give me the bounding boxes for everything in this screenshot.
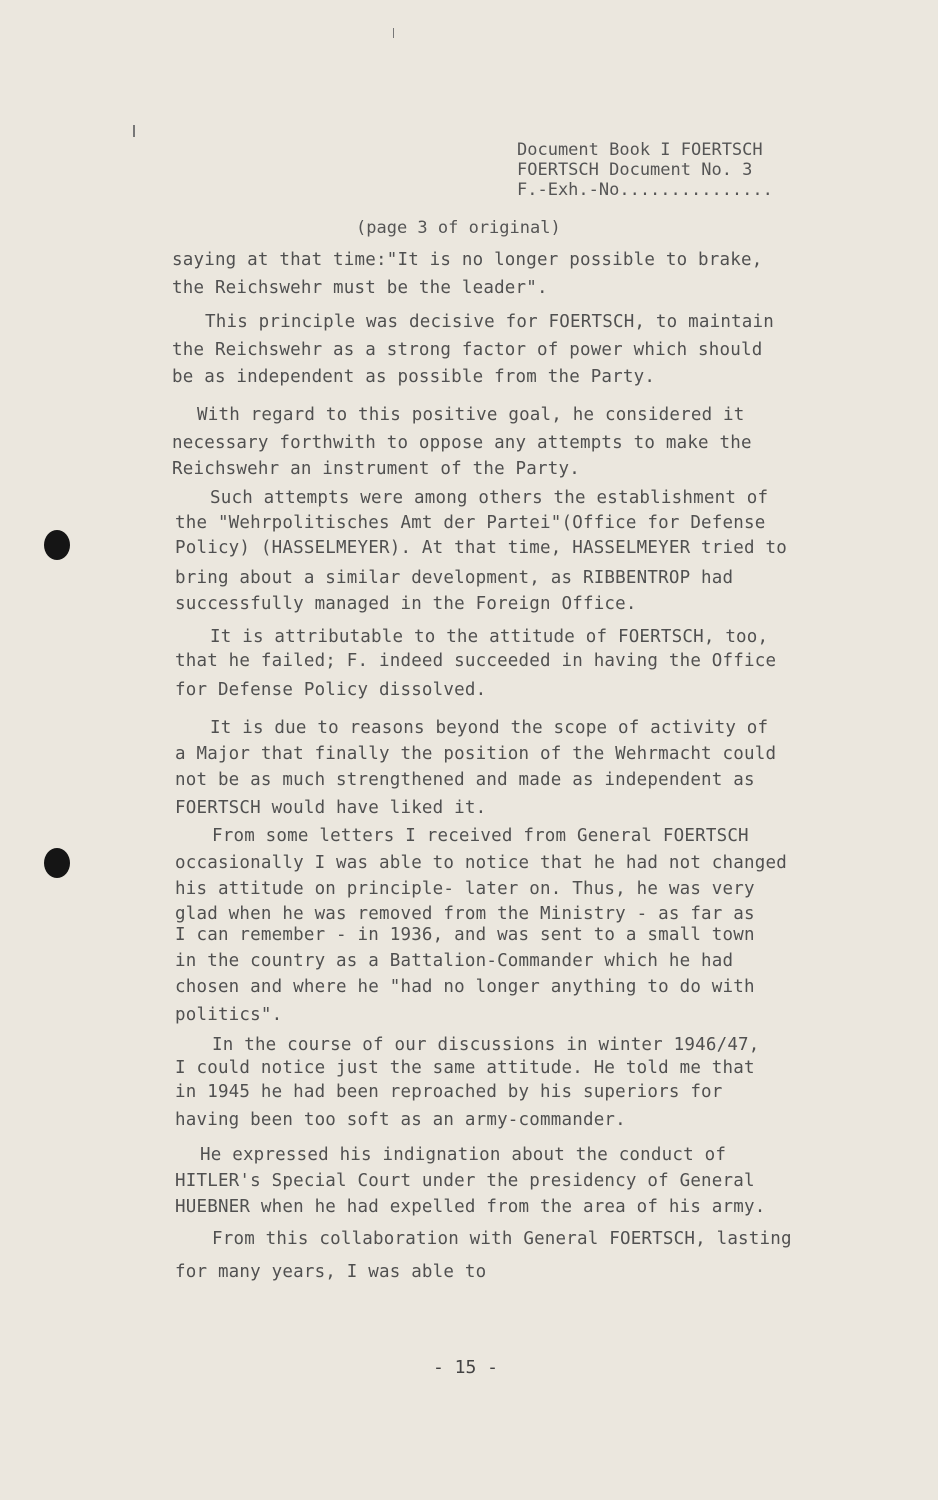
body-line: bring about a similar development, as RIBBENTROP had [175,568,734,588]
paper-mark [393,28,394,38]
body-line: glad when he was removed from the Ministry - as far as [175,904,755,924]
body-line: that he failed; F. indeed succeeded in having the Office [175,651,777,671]
body-line: his attitude on principle- later on. Thus, he was very [175,879,755,899]
body-line: the Reichswehr must be the leader". [172,278,548,298]
body-line: It is due to reasons beyond the scope of activity of [210,718,769,738]
body-line: having been too soft as an army-commander. [175,1110,626,1130]
body-line: a Major that finally the position of the Wehrmacht could [175,744,777,764]
body-line: saying at that time:"It is no longer possible to brake, [172,250,763,270]
body-line: I could notice just the same attitude. He told me that [175,1058,755,1078]
body-line: for Defense Policy dissolved. [175,680,487,700]
body-line: From this collaboration with General FOERTSCH, lasting [212,1229,792,1249]
body-line: I can remember - in 1936, and was sent to a small town [175,925,755,945]
header-line-1: Document Book I FOERTSCH [517,140,763,160]
header-line-3: F.-Exh.-No............... [517,180,773,200]
body-line: Reichswehr an instrument of the Party. [172,459,580,479]
body-line: FOERTSCH would have liked it. [175,798,487,818]
body-line: successfully managed in the Foreign Office. [175,594,637,614]
body-line: Policy) (HASSELMEYER). At that time, HASSELMEYER tried to [175,538,787,558]
body-line: necessary forthwith to oppose any attempts to make the [172,433,752,453]
body-line: It is attributable to the attitude of FOERTSCH, too, [210,627,769,647]
paper-mark [133,125,135,137]
body-line: In the course of our discussions in winter 1946/47, [212,1035,760,1055]
body-line: in 1945 he had been reproached by his superiors for [175,1082,723,1102]
body-line: be as independent as possible from the Party. [172,367,656,387]
body-line: not be as much strengthened and made as independent as [175,770,755,790]
body-line: in the country as a Battalion-Commander which he had [175,951,734,971]
body-line: With regard to this positive goal, he considered it [197,405,745,425]
body-line: the Reichswehr as a strong factor of power which should [172,340,763,360]
document-header [517,140,773,200]
body-line: for many years, I was able to [175,1262,487,1282]
body-line: politics". [175,1005,283,1025]
body-line: He expressed his indignation about the conduct of [200,1145,727,1165]
body-line: occasionally I was able to notice that he had not changed [175,853,787,873]
body-line: This principle was decisive for FOERTSCH, to maintain [205,312,775,332]
body-line: Such attempts were among others the establishment of [210,488,769,508]
body-line: From some letters I received from General FOERTSCH [212,826,749,846]
body-line: HITLER's Special Court under the presidency of General [175,1171,755,1191]
punch-hole [44,848,70,878]
header-line-2: FOERTSCH Document No. 3 [517,160,753,180]
punch-hole [44,530,70,560]
page-reference: (page 3 of original) [356,218,561,238]
body-line: the "Wehrpolitisches Amt der Partei"(Office for Defense [175,513,766,533]
body-line: chosen and where he "had no longer anything to do with [175,977,755,997]
body-line: HUEBNER when he had expelled from the area of his army. [175,1197,766,1217]
page-number: - 15 - [433,1357,499,1378]
